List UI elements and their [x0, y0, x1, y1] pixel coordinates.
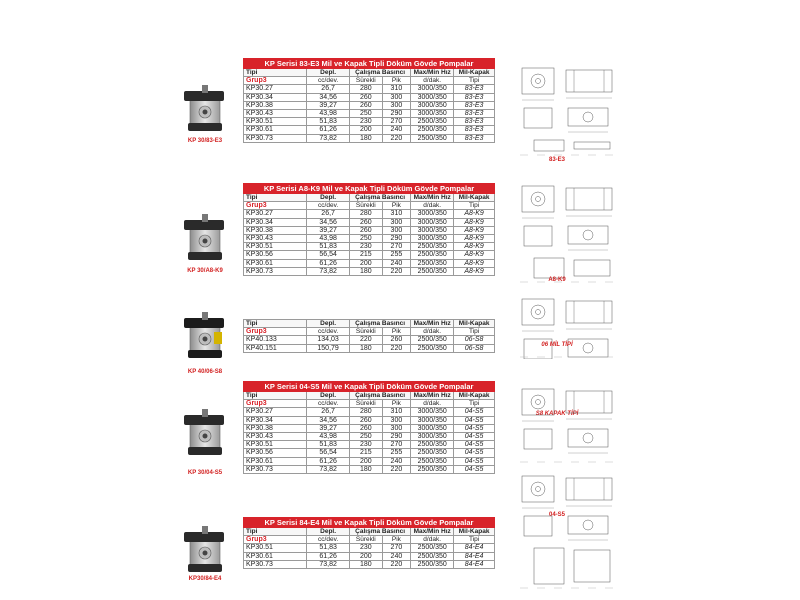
spec-table	[243, 183, 495, 276]
header-row	[244, 392, 495, 400]
subheader-row	[244, 77, 495, 85]
table-row	[244, 118, 495, 126]
cell-displacement: 39,27	[307, 101, 350, 109]
cell-speed: 2500/350	[411, 344, 454, 352]
header-depl: Depl.	[307, 194, 350, 202]
cell-shaft-cover: 04-S5	[454, 416, 495, 424]
cell-model: KP30.27	[244, 210, 307, 218]
cell-peak-pressure: 240	[382, 457, 411, 465]
pump-label: KP 40/06-S8	[187, 369, 223, 375]
cell-displacement: 43,98	[307, 110, 350, 118]
cell-shaft-cover: 04-S5	[454, 408, 495, 416]
cell-speed: 3000/350	[411, 101, 454, 109]
cell-displacement: 51,83	[307, 544, 350, 552]
pump-label: KP 30/04-S5	[187, 470, 223, 476]
cell-displacement: 61,26	[307, 259, 350, 267]
unit-ddak: d/dak.	[411, 536, 454, 544]
cell-shaft-cover: A8-K9	[454, 251, 495, 259]
drawing-caption: 04-S5	[548, 512, 565, 518]
table-title-row	[244, 184, 495, 194]
header-max: Max/Min Hız	[411, 528, 454, 536]
cell-continuous-pressure: 250	[350, 433, 383, 441]
cell-shaft-cover: A8-K9	[454, 226, 495, 234]
cell-continuous-pressure: 220	[350, 336, 383, 344]
table-row	[244, 110, 495, 118]
cell-peak-pressure: 240	[382, 552, 411, 560]
header-milkapak: Mil-Kapak	[454, 320, 495, 328]
table-title: KP Serisi 83-E3 Mil ve Kapak Tipli Döküm Gövde Pompalar	[244, 59, 495, 69]
unit-ccdev: cc/dev.	[307, 202, 350, 210]
subheader-row	[244, 328, 495, 336]
cell-peak-pressure: 290	[382, 110, 411, 118]
cell-displacement: 56,54	[307, 251, 350, 259]
cell-model: KP30.61	[244, 457, 307, 465]
cell-continuous-pressure: 200	[350, 552, 383, 560]
cell-model: KP30.61	[244, 259, 307, 267]
unit-ddak: d/dak.	[411, 328, 454, 336]
cell-continuous-pressure: 260	[350, 93, 383, 101]
header-max: Max/Min Hız	[411, 194, 454, 202]
cell-model: KP30.51	[244, 118, 307, 126]
header-calisma: Çalışma Basıncı	[350, 194, 411, 202]
cell-shaft-cover: 84-E4	[454, 552, 495, 560]
table-row	[244, 408, 495, 416]
cell-shaft-cover: 83-E3	[454, 85, 495, 93]
unit-pik: Pik	[382, 400, 411, 408]
cell-continuous-pressure: 230	[350, 441, 383, 449]
table-row	[244, 243, 495, 251]
header-milkapak: Mil-Kapak	[454, 392, 495, 400]
cell-model: KP30.56	[244, 251, 307, 259]
spec-table	[243, 381, 495, 474]
cell-peak-pressure: 220	[382, 560, 411, 568]
table-row	[244, 235, 495, 243]
cell-peak-pressure: 220	[382, 465, 411, 473]
table-row	[244, 336, 495, 344]
cell-shaft-cover: 84-E4	[454, 560, 495, 568]
unit-surekli: Sürekli	[350, 202, 383, 210]
cell-model: KP30.34	[244, 218, 307, 226]
unit-tip: Tipi	[454, 536, 495, 544]
table-title: KP Serisi A8-K9 Mil ve Kapak Tipli Döküm Gövde Pompalar	[244, 184, 495, 194]
cell-shaft-cover: A8-K9	[454, 210, 495, 218]
cell-peak-pressure: 310	[382, 210, 411, 218]
pump-label: KP30/84-E4	[188, 576, 222, 582]
cell-model: KP30.27	[244, 85, 307, 93]
table-title-row	[244, 59, 495, 69]
cell-peak-pressure: 220	[382, 267, 411, 275]
cell-model: KP30.43	[244, 110, 307, 118]
cell-continuous-pressure: 260	[350, 416, 383, 424]
pump-photo	[178, 212, 230, 269]
cell-continuous-pressure: 180	[350, 267, 383, 275]
cell-displacement: 39,27	[307, 226, 350, 234]
cell-speed: 2500/350	[411, 449, 454, 457]
unit-pik: Pik	[382, 536, 411, 544]
cell-displacement: 34,56	[307, 416, 350, 424]
cell-speed: 2500/350	[411, 251, 454, 259]
spec-table	[243, 58, 495, 143]
header-tipi: Tipi	[244, 320, 307, 328]
header-tipi: Tipi	[244, 392, 307, 400]
table-row	[244, 218, 495, 226]
header-max: Max/Min Hız	[411, 69, 454, 77]
cell-speed: 2500/350	[411, 267, 454, 275]
unit-ccdev: cc/dev.	[307, 77, 350, 85]
cell-peak-pressure: 220	[382, 344, 411, 352]
cell-model: KP40.133	[244, 336, 307, 344]
cell-continuous-pressure: 230	[350, 118, 383, 126]
cell-shaft-cover: 04-S5	[454, 465, 495, 473]
spec-table	[243, 517, 495, 569]
unit-ccdev: cc/dev.	[307, 400, 350, 408]
table-row	[244, 101, 495, 109]
group-label: Grup3	[244, 536, 307, 544]
unit-ccdev: cc/dev.	[307, 536, 350, 544]
cell-continuous-pressure: 215	[350, 251, 383, 259]
cell-shaft-cover: 84-E4	[454, 544, 495, 552]
cell-peak-pressure: 300	[382, 218, 411, 226]
cell-continuous-pressure: 260	[350, 226, 383, 234]
cell-model: KP30.34	[244, 416, 307, 424]
cell-displacement: 150,79	[307, 344, 350, 352]
cell-continuous-pressure: 230	[350, 544, 383, 552]
cell-shaft-cover: 83-E3	[454, 93, 495, 101]
cell-continuous-pressure: 180	[350, 344, 383, 352]
cell-shaft-cover: 04-S5	[454, 424, 495, 432]
group-label: Grup3	[244, 77, 307, 85]
cell-displacement: 26,7	[307, 85, 350, 93]
header-row	[244, 528, 495, 536]
table-row	[244, 85, 495, 93]
cell-peak-pressure: 300	[382, 416, 411, 424]
cell-displacement: 134,03	[307, 336, 350, 344]
cell-continuous-pressure: 200	[350, 457, 383, 465]
table-row	[244, 433, 495, 441]
drawing-caption: S8 KAPAK TİPİ	[535, 411, 579, 417]
pump-label: KP 30/83-E3	[187, 138, 223, 144]
cell-displacement: 26,7	[307, 408, 350, 416]
header-milkapak: Mil-Kapak	[454, 194, 495, 202]
cell-displacement: 43,98	[307, 433, 350, 441]
cell-shaft-cover: 06-S8	[454, 336, 495, 344]
cell-speed: 2500/350	[411, 457, 454, 465]
header-max: Max/Min Hız	[411, 392, 454, 400]
unit-tip: Tipi	[454, 328, 495, 336]
pump-photo	[178, 310, 230, 367]
drawing-caption: 83-E3	[548, 157, 565, 163]
table-row	[244, 544, 495, 552]
subheader-row	[244, 536, 495, 544]
unit-surekli: Sürekli	[350, 536, 383, 544]
pump-label: KP 30/A8-K9	[187, 268, 223, 274]
header-tipi: Tipi	[244, 194, 307, 202]
cell-model: KP40.151	[244, 344, 307, 352]
table-title: KP Serisi 84-E4 Mil ve Kapak Tipli Döküm Gövde Pompalar	[244, 518, 495, 528]
table-row	[244, 251, 495, 259]
drawing-caption: 06 MİL TİPİ	[541, 342, 573, 348]
cell-model: KP30.43	[244, 433, 307, 441]
cell-shaft-cover: A8-K9	[454, 235, 495, 243]
cell-continuous-pressure: 260	[350, 101, 383, 109]
table-row	[244, 226, 495, 234]
cell-model: KP30.61	[244, 552, 307, 560]
cell-peak-pressure: 290	[382, 433, 411, 441]
cell-continuous-pressure: 180	[350, 465, 383, 473]
cell-speed: 2500/350	[411, 259, 454, 267]
cell-displacement: 26,7	[307, 210, 350, 218]
cell-model: KP30.73	[244, 267, 307, 275]
cell-peak-pressure: 300	[382, 93, 411, 101]
cell-speed: 2500/350	[411, 441, 454, 449]
table-row	[244, 134, 495, 142]
cell-speed: 3000/350	[411, 85, 454, 93]
header-tipi: Tipi	[244, 69, 307, 77]
cell-speed: 2500/350	[411, 560, 454, 568]
cell-displacement: 61,26	[307, 457, 350, 465]
table-row	[244, 552, 495, 560]
table-title-row	[244, 518, 495, 528]
cell-displacement: 73,82	[307, 465, 350, 473]
cell-speed: 3000/350	[411, 433, 454, 441]
cell-peak-pressure: 310	[382, 85, 411, 93]
cell-peak-pressure: 220	[382, 134, 411, 142]
cell-speed: 2500/350	[411, 243, 454, 251]
cell-speed: 3000/350	[411, 93, 454, 101]
cell-model: KP30.56	[244, 449, 307, 457]
cell-model: KP30.51	[244, 441, 307, 449]
cell-continuous-pressure: 180	[350, 560, 383, 568]
cell-shaft-cover: 83-E3	[454, 101, 495, 109]
cell-continuous-pressure: 200	[350, 126, 383, 134]
cell-shaft-cover: 06-S8	[454, 344, 495, 352]
cell-continuous-pressure: 280	[350, 408, 383, 416]
cell-peak-pressure: 300	[382, 101, 411, 109]
cell-peak-pressure: 300	[382, 424, 411, 432]
cell-model: KP30.73	[244, 560, 307, 568]
table-row	[244, 267, 495, 275]
drawing-caption: A8-K9	[548, 277, 566, 283]
unit-surekli: Sürekli	[350, 77, 383, 85]
cell-peak-pressure: 310	[382, 408, 411, 416]
cell-continuous-pressure: 215	[350, 449, 383, 457]
technical-drawing	[514, 383, 624, 469]
header-depl: Depl.	[307, 392, 350, 400]
cell-continuous-pressure: 260	[350, 424, 383, 432]
cell-displacement: 34,56	[307, 218, 350, 226]
table-row	[244, 457, 495, 465]
cell-shaft-cover: 83-E3	[454, 134, 495, 142]
cell-speed: 3000/350	[411, 218, 454, 226]
cell-displacement: 51,83	[307, 118, 350, 126]
table-row	[244, 210, 495, 218]
cell-continuous-pressure: 250	[350, 110, 383, 118]
cell-speed: 2500/350	[411, 465, 454, 473]
cell-displacement: 51,83	[307, 243, 350, 251]
cell-continuous-pressure: 180	[350, 134, 383, 142]
cell-speed: 2500/350	[411, 126, 454, 134]
cell-shaft-cover: 04-S5	[454, 433, 495, 441]
technical-drawing	[514, 180, 624, 289]
cell-speed: 2500/350	[411, 134, 454, 142]
cell-speed: 2500/350	[411, 544, 454, 552]
header-calisma: Çalışma Basıncı	[350, 69, 411, 77]
group-label: Grup3	[244, 202, 307, 210]
table-row	[244, 465, 495, 473]
group-label: Grup3	[244, 400, 307, 408]
cell-speed: 2500/350	[411, 118, 454, 126]
header-tipi: Tipi	[244, 528, 307, 536]
table-row	[244, 259, 495, 267]
header-milkapak: Mil-Kapak	[454, 69, 495, 77]
cell-continuous-pressure: 230	[350, 243, 383, 251]
cell-shaft-cover: 83-E3	[454, 110, 495, 118]
header-depl: Depl.	[307, 528, 350, 536]
cell-peak-pressure: 255	[382, 449, 411, 457]
cell-displacement: 56,54	[307, 449, 350, 457]
table-row	[244, 126, 495, 134]
cell-peak-pressure: 270	[382, 118, 411, 126]
cell-speed: 3000/350	[411, 235, 454, 243]
cell-continuous-pressure: 280	[350, 210, 383, 218]
table-row	[244, 424, 495, 432]
unit-surekli: Sürekli	[350, 400, 383, 408]
cell-shaft-cover: A8-K9	[454, 218, 495, 226]
cell-continuous-pressure: 260	[350, 218, 383, 226]
cell-shaft-cover: A8-K9	[454, 259, 495, 267]
cell-displacement: 39,27	[307, 424, 350, 432]
table-title-row	[244, 382, 495, 392]
cell-peak-pressure: 240	[382, 126, 411, 134]
cell-shaft-cover: 04-S5	[454, 441, 495, 449]
cell-speed: 3000/350	[411, 416, 454, 424]
cell-displacement: 73,82	[307, 560, 350, 568]
table-row	[244, 93, 495, 101]
cell-speed: 3000/350	[411, 226, 454, 234]
unit-pik: Pik	[382, 77, 411, 85]
cell-peak-pressure: 240	[382, 259, 411, 267]
cell-shaft-cover: 04-S5	[454, 449, 495, 457]
cell-continuous-pressure: 200	[350, 259, 383, 267]
cell-model: KP30.51	[244, 544, 307, 552]
cell-speed: 2500/350	[411, 552, 454, 560]
technical-drawing	[514, 62, 624, 162]
cell-model: KP30.73	[244, 134, 307, 142]
cell-displacement: 73,82	[307, 134, 350, 142]
cell-peak-pressure: 260	[382, 336, 411, 344]
cell-continuous-pressure: 250	[350, 235, 383, 243]
technical-drawing	[514, 470, 624, 595]
header-row	[244, 69, 495, 77]
group-label: Grup3	[244, 328, 307, 336]
cell-shaft-cover: 83-E3	[454, 126, 495, 134]
cell-model: KP30.51	[244, 243, 307, 251]
table-row	[244, 416, 495, 424]
cell-displacement: 34,56	[307, 93, 350, 101]
unit-pik: Pik	[382, 328, 411, 336]
unit-tip: Tipi	[454, 400, 495, 408]
cell-shaft-cover: A8-K9	[454, 243, 495, 251]
cell-peak-pressure: 255	[382, 251, 411, 259]
cell-speed: 3000/350	[411, 210, 454, 218]
pump-photo	[178, 83, 230, 140]
cell-model: KP30.43	[244, 235, 307, 243]
header-row	[244, 320, 495, 328]
cell-peak-pressure: 300	[382, 226, 411, 234]
cell-speed: 3000/350	[411, 110, 454, 118]
cell-speed: 3000/350	[411, 408, 454, 416]
header-milkapak: Mil-Kapak	[454, 528, 495, 536]
header-calisma: Çalışma Basıncı	[350, 528, 411, 536]
table-row	[244, 560, 495, 568]
cell-displacement: 43,98	[307, 235, 350, 243]
header-calisma: Çalışma Basıncı	[350, 392, 411, 400]
cell-displacement: 61,26	[307, 126, 350, 134]
table-row	[244, 449, 495, 457]
cell-model: KP30.73	[244, 465, 307, 473]
subheader-row	[244, 202, 495, 210]
cell-displacement: 51,83	[307, 441, 350, 449]
subheader-row	[244, 400, 495, 408]
unit-surekli: Sürekli	[350, 328, 383, 336]
cell-peak-pressure: 290	[382, 235, 411, 243]
table-row	[244, 344, 495, 352]
table-row	[244, 441, 495, 449]
cell-model: KP30.38	[244, 101, 307, 109]
unit-pik: Pik	[382, 202, 411, 210]
cell-shaft-cover: 04-S5	[454, 457, 495, 465]
cell-shaft-cover: 83-E3	[454, 118, 495, 126]
cell-peak-pressure: 270	[382, 243, 411, 251]
unit-ddak: d/dak.	[411, 77, 454, 85]
header-depl: Depl.	[307, 320, 350, 328]
cell-model: KP30.61	[244, 126, 307, 134]
cell-peak-pressure: 270	[382, 441, 411, 449]
unit-ddak: d/dak.	[411, 202, 454, 210]
pump-photo	[178, 407, 230, 464]
unit-ccdev: cc/dev.	[307, 328, 350, 336]
cell-displacement: 61,26	[307, 552, 350, 560]
cell-continuous-pressure: 280	[350, 85, 383, 93]
cell-speed: 3000/350	[411, 424, 454, 432]
cell-shaft-cover: A8-K9	[454, 267, 495, 275]
header-calisma: Çalışma Basıncı	[350, 320, 411, 328]
header-depl: Depl.	[307, 69, 350, 77]
unit-tip: Tipi	[454, 202, 495, 210]
unit-ddak: d/dak.	[411, 400, 454, 408]
cell-speed: 2500/350	[411, 336, 454, 344]
cell-model: KP30.34	[244, 93, 307, 101]
header-max: Max/Min Hız	[411, 320, 454, 328]
technical-drawing	[514, 293, 624, 364]
cell-model: KP30.38	[244, 424, 307, 432]
header-row	[244, 194, 495, 202]
unit-tip: Tipi	[454, 77, 495, 85]
cell-peak-pressure: 270	[382, 544, 411, 552]
table-title: KP Serisi 04-S5 Mil ve Kapak Tipli Döküm Gövde Pompalar	[244, 382, 495, 392]
cell-displacement: 73,82	[307, 267, 350, 275]
spec-table	[243, 319, 495, 353]
cell-model: KP30.38	[244, 226, 307, 234]
cell-model: KP30.27	[244, 408, 307, 416]
pump-photo	[178, 524, 230, 581]
